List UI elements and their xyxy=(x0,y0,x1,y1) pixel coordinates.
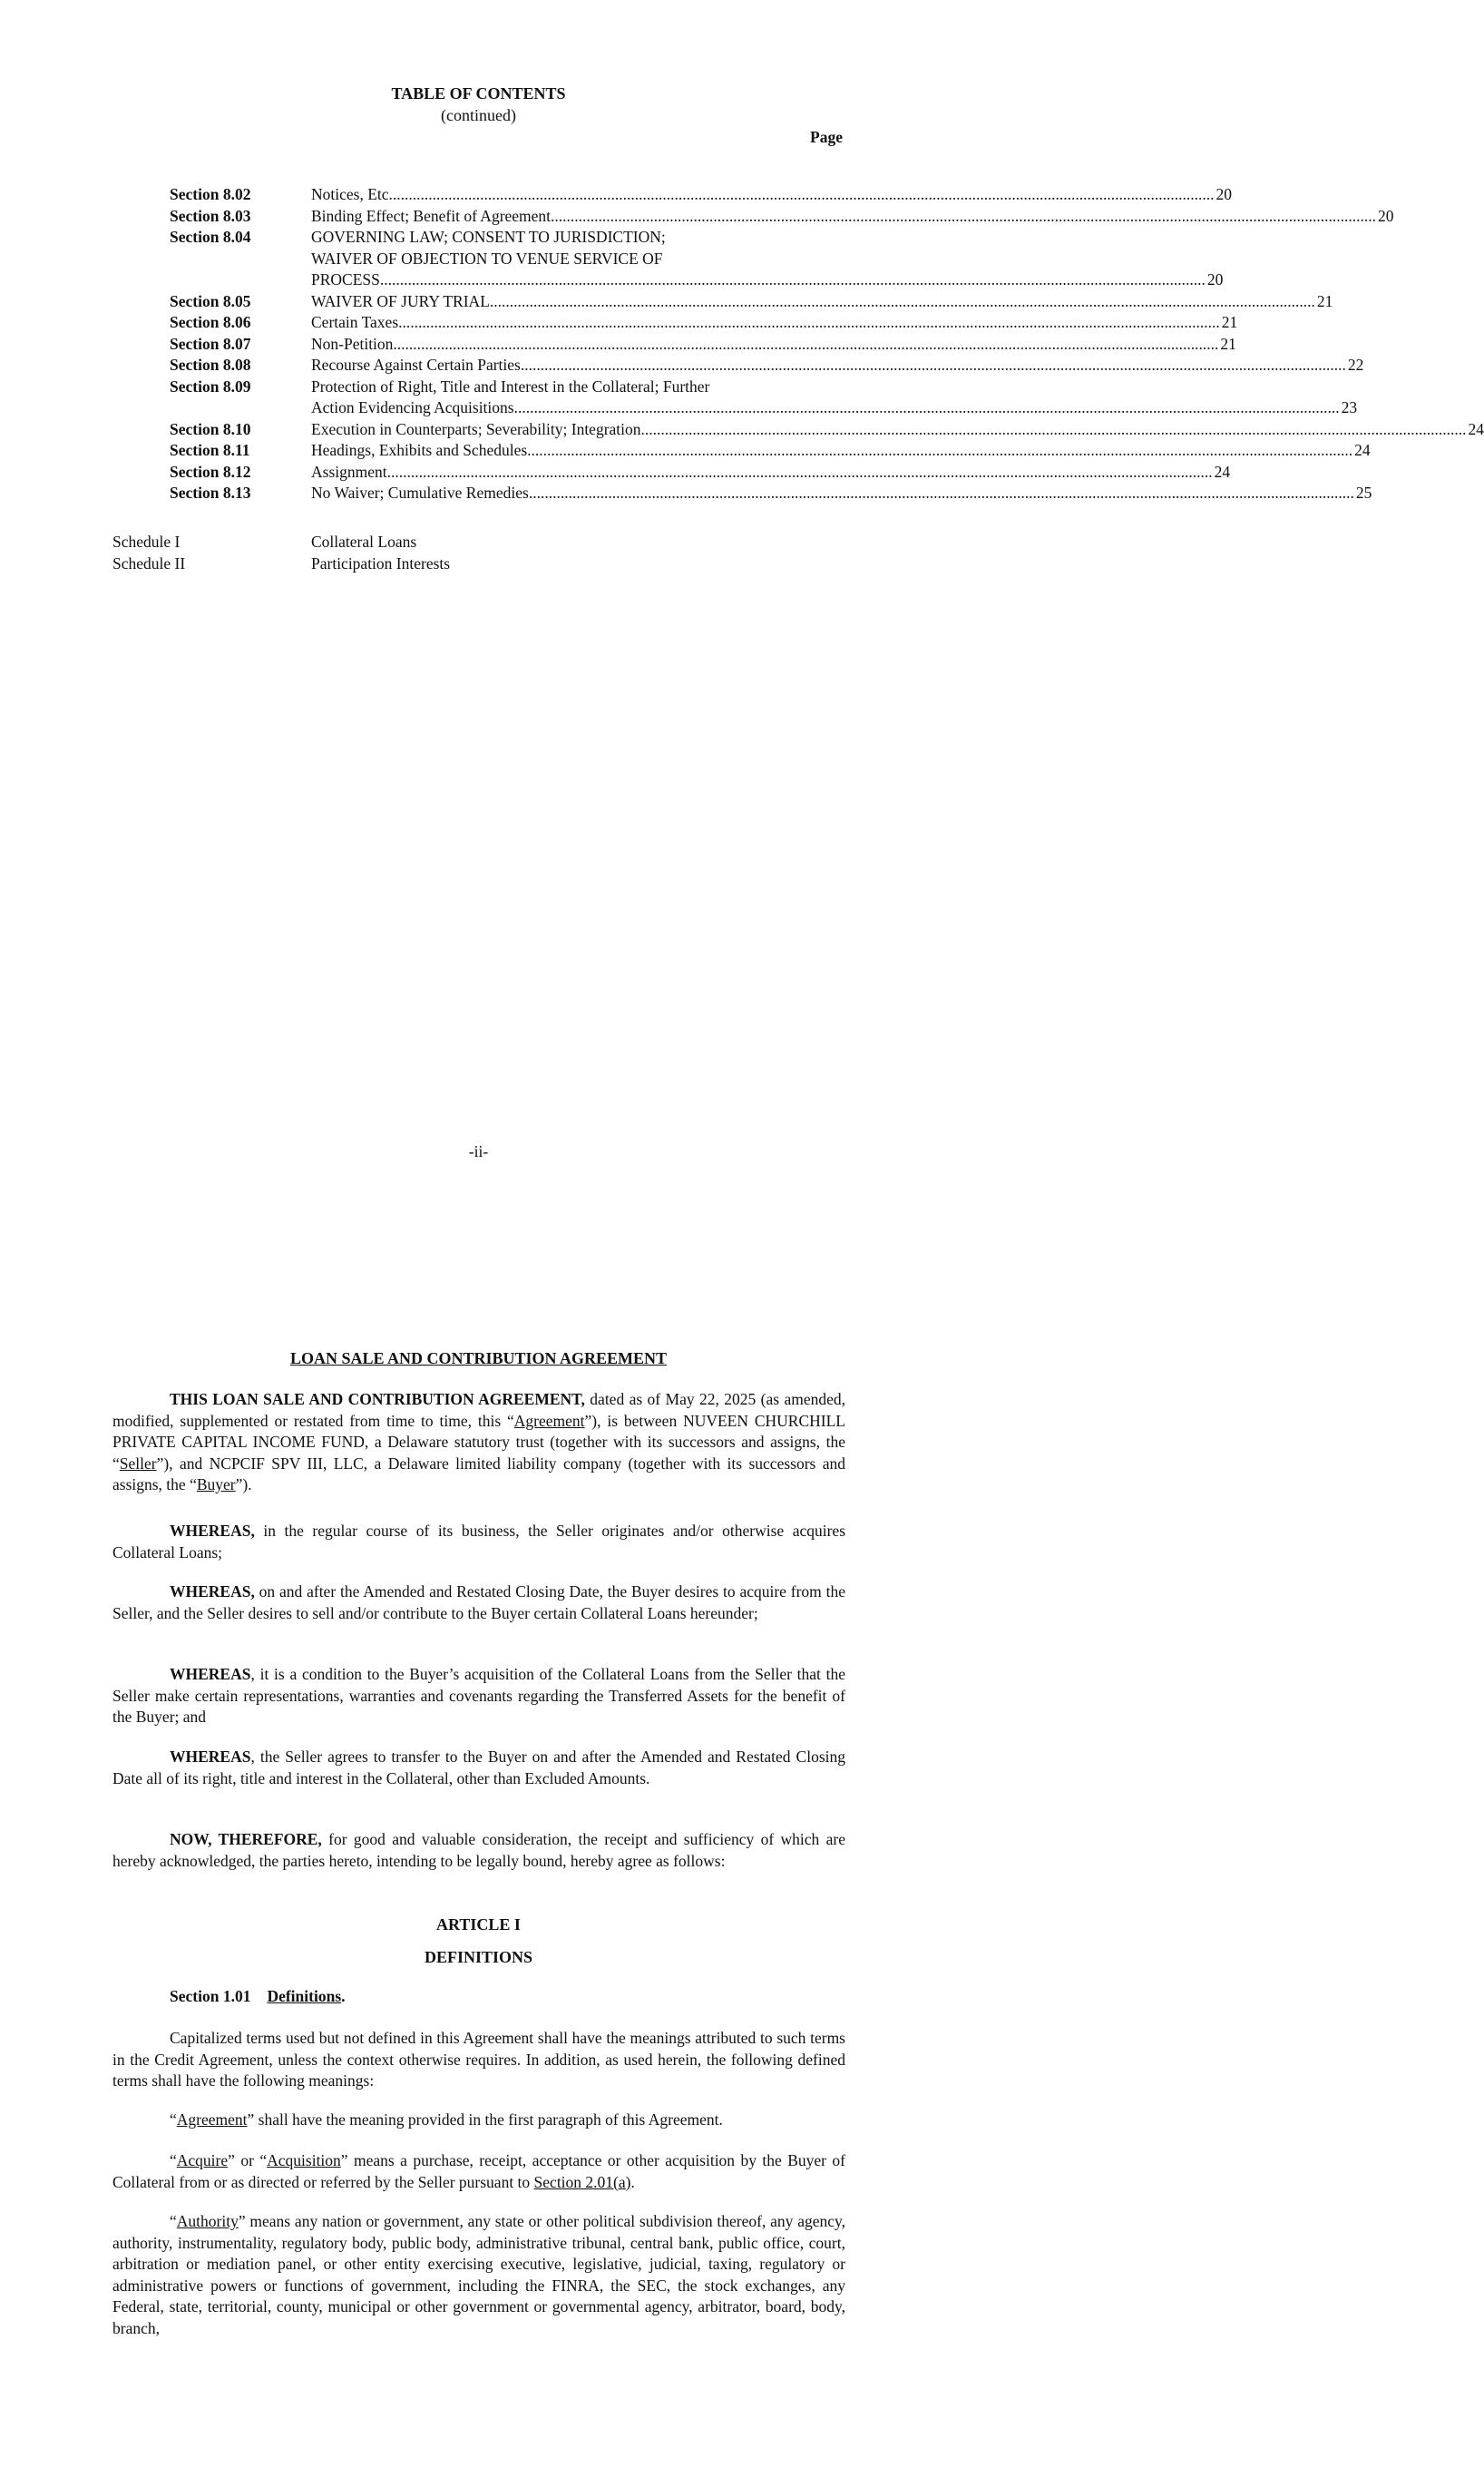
section-number: Section 1.01 xyxy=(170,1987,251,2005)
intro-paragraph xyxy=(112,1389,845,1496)
defined-term-buyer: Buyer xyxy=(196,1475,236,1493)
toc-page-number: 21 xyxy=(1221,313,1238,331)
toc-page-number: 20 xyxy=(1206,270,1224,289)
toc-entry-title: Binding Effect; Benefit of Agreement. xyxy=(311,206,555,225)
toc-title: TABLE OF CONTENTS xyxy=(391,84,566,103)
toc-entry-title: PROCESS. xyxy=(311,270,385,289)
section-reference[interactable]: Section 2.01(a) xyxy=(533,2172,631,2191)
schedule-entry[interactable] xyxy=(112,532,657,553)
toc-entry[interactable] xyxy=(170,462,1231,484)
recital-text: in the regular course of its business, the Seller originates and/or otherwise acquires Collateral Loans; xyxy=(112,1522,845,1562)
definition-text: ” means a purchase, receipt, acceptance or other acquisition by the Buyer of Collateral from or as directed or referred by the Seller pursuant to xyxy=(112,2151,845,2191)
recital-paragraph xyxy=(112,1521,845,1563)
defined-term: Acquisition xyxy=(267,2151,341,2169)
toc-page-number: 24 xyxy=(1354,441,1371,459)
definition-acquire xyxy=(112,2150,845,2193)
schedule-label: Schedule II xyxy=(112,553,186,573)
recital-paragraph xyxy=(112,1664,845,1728)
definition-agreement xyxy=(112,2110,845,2131)
toc-section-number: Section 8.03 xyxy=(170,206,251,225)
intro-text: dated as of May 22, 2025 (as amended, modified, supplemented or restated from time to time, this “ xyxy=(112,1390,845,1430)
quote: “ xyxy=(170,2151,177,2169)
article-heading: ARTICLE I xyxy=(436,1915,521,1934)
quote: “ xyxy=(170,2110,177,2129)
recital-lead: WHEREAS xyxy=(170,1665,251,1683)
toc-entry[interactable] xyxy=(170,334,1236,356)
toc-entry[interactable] xyxy=(170,227,1224,291)
toc-entry-title: Non-Petition. xyxy=(311,334,397,353)
document-title: LOAN SALE AND CONTRIBUTION AGREEMENT xyxy=(289,1349,668,1367)
toc-entry-title-line: Protection of Right, Title and Interest in the Collateral; Further xyxy=(311,377,710,396)
toc-entry-title: Headings, Exhibits and Schedules. xyxy=(311,441,532,459)
toc-entry[interactable] xyxy=(170,312,1238,334)
recital-text: , it is a condition to the Buyer’s acquisition of the Collateral Loans from the Seller that the Seller make certain representations, warranties and covenants regarding the Transferred Assets for the benefit of the Buyer; and xyxy=(112,1665,845,1726)
section-title-period: . xyxy=(341,1987,346,2005)
toc-page-header: Page xyxy=(810,128,843,146)
article-title: DEFINITIONS xyxy=(424,1948,533,1966)
intro-text: ”), and NCPCIF SPV III, LLC, a Delaware limited liability company (together with its successors and assigns, the “ xyxy=(112,1454,845,1493)
schedule-title: Participation Interests xyxy=(311,553,451,573)
recital-lead: WHEREAS xyxy=(170,1748,251,1766)
section-heading xyxy=(112,1986,845,2008)
intro-text: ”), is between NUVEEN CHURCHILL PRIVATE CAPITAL INCOME FUND, a Delaware statutory trust (together with its successors and assigns, the “ xyxy=(112,1411,845,1473)
toc-section-number: Section 8.05 xyxy=(170,291,251,310)
toc-section-number: Section 8.11 xyxy=(170,441,250,459)
schedule-label: Schedule I xyxy=(112,533,181,551)
definitions-intro xyxy=(112,2028,845,2092)
toc-entry[interactable] xyxy=(170,355,1364,377)
recital-paragraph xyxy=(112,1829,845,1872)
quote: “ xyxy=(170,2212,177,2230)
recital-lead: NOW, THEREFORE, xyxy=(170,1830,322,1848)
recital-text: on and after the Amended and Restated Closing Date, the Buyer desires to acquire from the Seller, and the Seller desires to sell and/or contribute to the Buyer certain Collateral Loans hereunder; xyxy=(112,1582,845,1622)
toc-section-number: Section 8.06 xyxy=(170,313,251,331)
toc-entry[interactable] xyxy=(170,440,1371,462)
toc-page-number: 20 xyxy=(1378,206,1394,225)
toc-page-number: 24 xyxy=(1468,419,1484,438)
toc-page-number: 22 xyxy=(1347,356,1364,374)
intro-lead: THIS LOAN SALE AND CONTRIBUTION AGREEMENT, xyxy=(170,1390,585,1408)
toc-section-number: Section 8.10 xyxy=(170,419,251,438)
toc-entry-title: Assignment. xyxy=(311,462,391,481)
defined-term: Authority xyxy=(176,2212,239,2230)
recital-lead: WHEREAS, xyxy=(170,1582,255,1601)
toc-section-number: Section 8.08 xyxy=(170,356,251,374)
toc-entry[interactable] xyxy=(170,377,1358,419)
toc-page-number: 21 xyxy=(1220,334,1236,353)
toc-section-number: Section 8.02 xyxy=(170,185,251,203)
toc-section-number: Section 8.09 xyxy=(170,377,251,396)
schedule-list xyxy=(112,532,657,574)
toc-page-number: 24 xyxy=(1214,462,1231,481)
toc-page-number: 21 xyxy=(1316,291,1333,310)
quote: ” or “ xyxy=(228,2151,268,2169)
agreement-page xyxy=(0,1307,957,2477)
definition-text: ” means any nation or government, any state or other political subdivision thereof, any agency, authority, instrumentality, regulatory body, public body, administrative tribunal, central bank, public office, court, arbitration or mediation panel, or other entity exercising executive, legislative, judicial, taxing, regulatory or administrative powers or functions of government, including the FINRA, the SEC, the stock exchanges, any Federal, state, territorial, county, municipal or other government or governmental agency, arbitrator, board, body, branch, xyxy=(112,2212,845,2337)
definitions-intro-text: Capitalized terms used but not defined in this Agreement shall have the meanings attributed to such terms in the Credit Agreement, unless the context otherwise requires. In addition, as used herein, the following defined terms shall have the following meanings: xyxy=(112,2029,845,2090)
toc-section-number: Section 8.13 xyxy=(170,484,251,502)
toc-entry-title: WAIVER OF JURY TRIAL. xyxy=(311,291,494,310)
toc-section-number: Section 8.07 xyxy=(170,334,251,353)
defined-term: Agreement xyxy=(176,2110,248,2129)
schedule-title: Collateral Loans xyxy=(311,533,417,551)
toc-entry[interactable] xyxy=(170,291,1333,313)
defined-term-agreement: Agreement xyxy=(513,1411,585,1430)
defined-term-seller: Seller xyxy=(119,1454,157,1473)
toc-section-number: Section 8.12 xyxy=(170,462,251,481)
schedule-entry[interactable] xyxy=(112,553,657,575)
recital-text: , the Seller agrees to transfer to the Buyer on and after the Amended and Restated Closing Date all of its right, title and interest in the Collateral, other than Excluded Amounts. xyxy=(112,1748,845,1787)
toc-entry[interactable] xyxy=(170,206,1394,228)
definition-authority xyxy=(112,2211,845,2339)
toc-entry[interactable] xyxy=(170,419,1484,441)
toc-entry[interactable] xyxy=(170,184,1233,206)
recital-lead: WHEREAS, xyxy=(170,1522,255,1540)
toc-entry-title: Action Evidencing Acquisitions. xyxy=(311,398,518,416)
toc-entry-title: No Waiver; Cumulative Remedies. xyxy=(311,484,533,502)
toc-page-number: 23 xyxy=(1341,398,1358,416)
recital-paragraph xyxy=(112,1747,845,1789)
recital-paragraph xyxy=(112,1581,845,1624)
toc-entry-title: Recourse Against Certain Parties. xyxy=(311,356,525,374)
toc-page-number: 25 xyxy=(1355,484,1372,502)
toc-entry[interactable] xyxy=(170,483,1372,504)
toc-entry-title-line: GOVERNING LAW; CONSENT TO JURISDICTION; xyxy=(311,228,666,246)
recital-text: for good and valuable consideration, the receipt and sufficiency of which are hereby acknowledged, the parties hereto, intending to be legally bound, hereby agree as follows: xyxy=(112,1830,845,1870)
toc-page-number: 20 xyxy=(1216,185,1233,203)
definition-text: ” shall have the meaning provided in the first paragraph of this Agreement. xyxy=(247,2110,723,2129)
toc-entry-title: Notices, Etc. xyxy=(311,185,393,203)
toc-entry-title: Execution in Counterparts; Severability; Integration. xyxy=(311,419,645,438)
section-title: Definitions xyxy=(267,1987,342,2005)
toc-entry-title: Certain Taxes xyxy=(311,313,399,331)
toc-list xyxy=(170,184,1484,504)
toc-entry-title-line: WAIVER OF OBJECTION TO VENUE SERVICE OF xyxy=(311,249,663,268)
definition-text: . xyxy=(630,2172,635,2191)
toc-subtitle: (continued) xyxy=(441,106,516,124)
intro-text: ”). xyxy=(235,1475,252,1493)
defined-term: Acquire xyxy=(176,2151,229,2169)
toc-section-number: Section 8.04 xyxy=(170,228,251,246)
page-number: -ii- xyxy=(468,1142,489,1160)
